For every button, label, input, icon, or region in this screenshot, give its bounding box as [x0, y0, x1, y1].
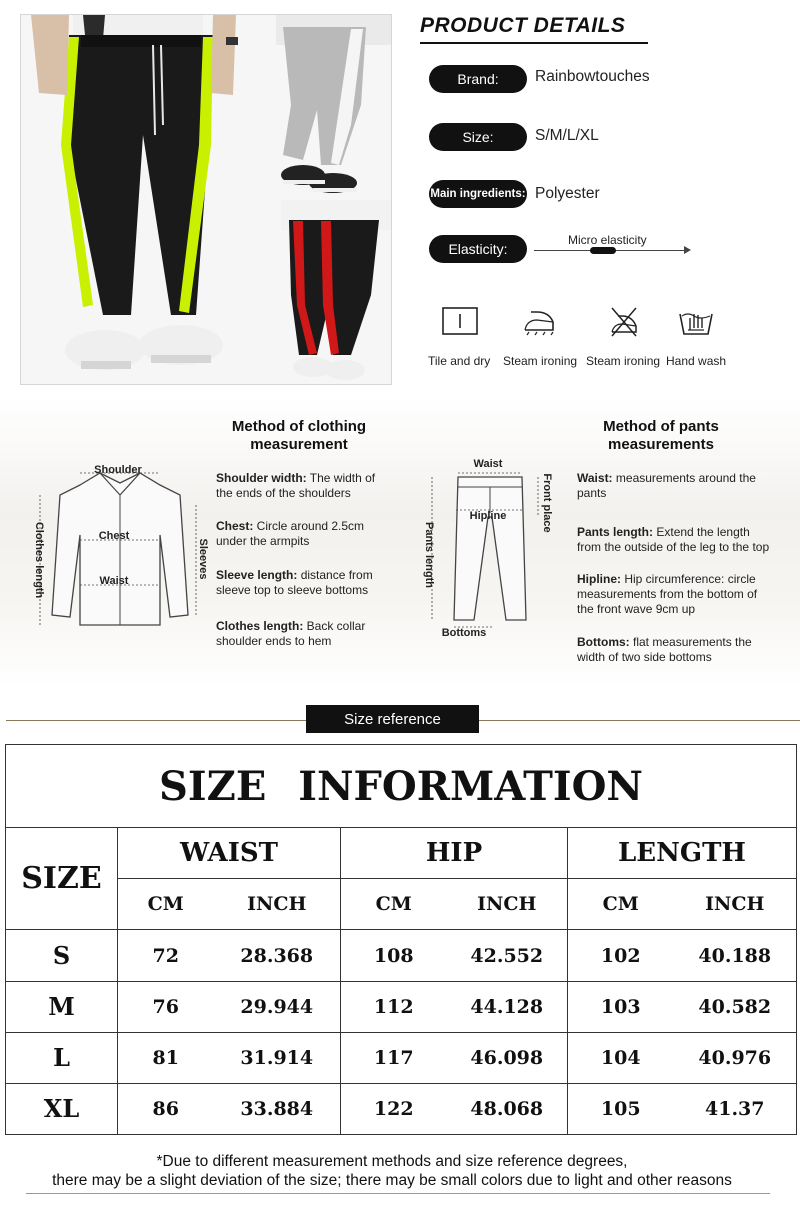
table-row [6, 1083, 797, 1134]
pants-front-place-label: Front place [541, 473, 553, 533]
size-cell: L [6, 1032, 118, 1083]
pants-method-title-line1: Method of pants [603, 418, 719, 435]
footnote [0, 1152, 784, 1190]
footnote-divider [26, 1193, 770, 1194]
value-cell: 108 [341, 930, 447, 981]
care-label-steam-iron: Steam ironing [503, 354, 578, 368]
pants-hipline-label: Hipline [469, 510, 507, 522]
unit-header: INCH [214, 879, 341, 930]
table-title-row [6, 745, 797, 828]
value-cell: 28.368 [214, 930, 341, 981]
pants-bottoms-label: Bottoms [441, 627, 487, 639]
pants-hipline-text [577, 572, 767, 617]
value-cell: 103 [568, 981, 674, 1032]
size-cell: M [6, 981, 118, 1032]
model-neon-pants [31, 15, 238, 370]
clothing-method-title [222, 418, 376, 454]
description: measurements around the pants [577, 471, 756, 500]
pants-bottoms-text [577, 635, 767, 665]
size-cell: S [6, 930, 118, 981]
unit-header: CM [341, 879, 447, 930]
model-grey-pants [276, 15, 391, 193]
term: Bottoms: [577, 635, 630, 649]
clothing-shoulder-text [216, 471, 386, 501]
term: Pants length: [577, 525, 654, 539]
term: Chest: [216, 519, 254, 533]
steam-iron-icon [519, 304, 559, 338]
shirt-sleeves-label: Sleeves [197, 538, 209, 580]
value-cell: 41.37 [674, 1083, 797, 1134]
size-label: Size: [429, 123, 527, 151]
description: Extend the length from the outside of the leg to the top [577, 525, 770, 554]
table-row [6, 981, 797, 1032]
size-cell: XL [6, 1083, 118, 1134]
value-cell: 40.188 [674, 930, 797, 981]
unit-header: INCH [674, 879, 797, 930]
unit-header: INCH [447, 879, 568, 930]
pants-method-title-line2: measurements [608, 436, 714, 453]
product-details-title: PRODUCT DETAILS [420, 14, 626, 37]
pants-method-title [580, 418, 742, 454]
length-group-header: LENGTH [568, 828, 797, 879]
term: Waist: [577, 471, 613, 485]
table-row [6, 1032, 797, 1083]
term: Sleeve length: [216, 568, 298, 582]
description: distance from sleeve top to sleeve bottoms [216, 568, 373, 597]
product-photo-art [21, 15, 391, 384]
elasticity-arrow-icon [684, 246, 691, 254]
value-cell: 40.976 [674, 1032, 797, 1083]
elasticity-marker [590, 247, 616, 254]
main-ingredients-value: Polyester [535, 185, 600, 202]
waist-group-header: WAIST [118, 828, 341, 879]
value-cell: 33.884 [214, 1083, 341, 1134]
product-photo [20, 14, 392, 385]
table-unit-row [6, 879, 797, 930]
table-row [6, 930, 797, 981]
pants-length-text [577, 525, 777, 555]
model-red-pants [281, 200, 391, 380]
pants-diagram [420, 455, 560, 640]
shirt-waist-label: Waist [99, 575, 129, 587]
description: Circle around 2.5cm under the armpits [216, 519, 365, 548]
value-cell: 112 [341, 981, 447, 1032]
value-cell: 122 [341, 1083, 447, 1134]
term: Clothes length: [216, 619, 304, 633]
size-reference-badge: Size reference [306, 705, 479, 733]
unit-header: CM [568, 879, 674, 930]
shirt-shoulder-label: Shoulder [94, 464, 142, 476]
value-cell: 44.128 [447, 981, 568, 1032]
value-cell: 31.914 [214, 1032, 341, 1083]
size-column-header: SIZE [6, 828, 118, 930]
value-cell: 81 [118, 1032, 214, 1083]
value-cell: 40.582 [674, 981, 797, 1032]
elasticity-value: Micro elasticity [568, 233, 647, 247]
value-cell: 29.944 [214, 981, 341, 1032]
size-value: S/M/L/XL [535, 127, 599, 144]
care-label-no-iron: Steam ironing [586, 354, 661, 368]
value-cell: 105 [568, 1083, 674, 1134]
clothing-sleeve-text [216, 568, 386, 598]
shirt-clothes-length-label: Clothes length [33, 521, 45, 599]
value-cell: 76 [118, 981, 214, 1032]
footnote-line-1: *Due to different measurement methods and size reference degrees, [156, 1153, 628, 1170]
brand-label: Brand: [429, 65, 527, 93]
size-table-title: SIZE INFORMATION [6, 745, 797, 828]
care-label-tile-dry: Tile and dry [428, 354, 491, 368]
description: The width of the ends of the shoulders [216, 471, 376, 500]
care-label-hand-wash: Hand wash [666, 354, 727, 368]
hip-group-header: HIP [341, 828, 568, 879]
value-cell: 46.098 [447, 1032, 568, 1083]
clothing-length-text [216, 619, 386, 649]
value-cell: 102 [568, 930, 674, 981]
value-cell: 72 [118, 930, 214, 981]
description: flat measurements the width of two side bottoms [577, 635, 752, 664]
pants-waist-label: Waist [473, 458, 503, 470]
hand-wash-icon [676, 304, 716, 338]
unit-header: CM [118, 879, 214, 930]
size-table [5, 744, 797, 1135]
value-cell: 48.068 [447, 1083, 568, 1134]
main-ingredients-label: Main ingredients: [429, 180, 527, 208]
no-iron-icon [604, 304, 644, 338]
description: Hip circumference: circle measurements from the bottom of the front wave 9cm up [577, 572, 758, 616]
clothing-method-title-line1: Method of clothing [231, 418, 367, 435]
clothing-chest-text [216, 519, 386, 549]
clothing-method-title-line2: measurement [250, 436, 348, 453]
description: Back collar shoulder ends to hem [216, 619, 366, 648]
footnote-line-2: there may be a slight deviation of the size; there may be small colors due to light and other reasons [52, 1172, 732, 1189]
term: Shoulder width: [216, 471, 307, 485]
value-cell: 42.552 [447, 930, 568, 981]
title-underline [420, 42, 648, 44]
value-cell: 86 [118, 1083, 214, 1134]
shirt-diagram [30, 455, 210, 640]
pants-waist-text [577, 471, 757, 501]
table-group-row [6, 828, 797, 879]
shirt-chest-label: Chest [98, 530, 130, 542]
pants-length-label: Pants length [423, 521, 435, 589]
value-cell: 117 [341, 1032, 447, 1083]
elasticity-label: Elasticity: [429, 235, 527, 263]
term: Hipline: [577, 572, 621, 586]
tile-dry-icon [440, 304, 480, 338]
brand-value: Rainbowtouches [535, 68, 650, 85]
value-cell: 104 [568, 1032, 674, 1083]
